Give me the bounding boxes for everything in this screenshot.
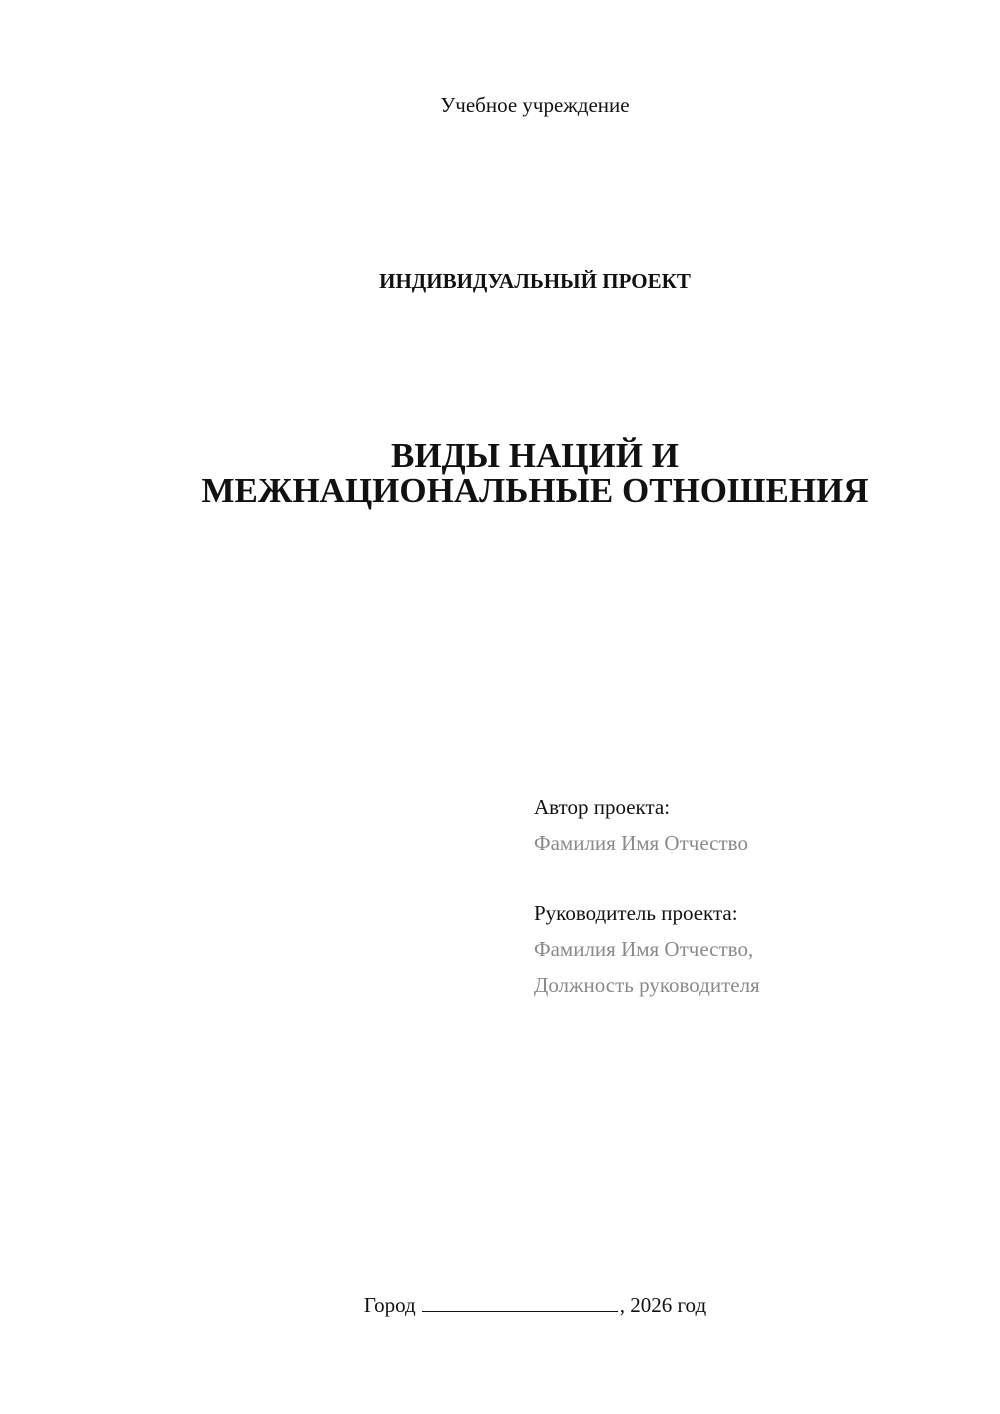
author-name-placeholder: Фамилия Имя Отчество [534,831,748,855]
city-label: Город [363,1293,416,1317]
institution-name: Учебное учреждение [440,93,630,117]
city-blank-underline [422,1291,618,1312]
supervisor-label: Руководитель проекта: [534,901,738,925]
supervisor-name-placeholder: Фамилия Имя Отчество, [534,937,754,961]
project-credits [534,789,760,1003]
footer-city-year [0,1291,1000,1319]
project-title-line-1: ВИДЫ НАЦИЙ И [391,436,679,475]
section-spacer [534,861,760,895]
year-text: , 2026 год [619,1293,707,1317]
supervisor-position-placeholder: Должность руководителя [534,973,760,997]
project-title [0,438,1000,508]
author-label: Автор проекта: [534,795,671,819]
project-title-line-2: МЕЖНАЦИОНАЛЬНЫЕ ОТНОШЕНИЯ [201,471,869,510]
project-type-heading: ИНДИВИДУАЛЬНЫЙ ПРОЕКТ [379,269,691,293]
